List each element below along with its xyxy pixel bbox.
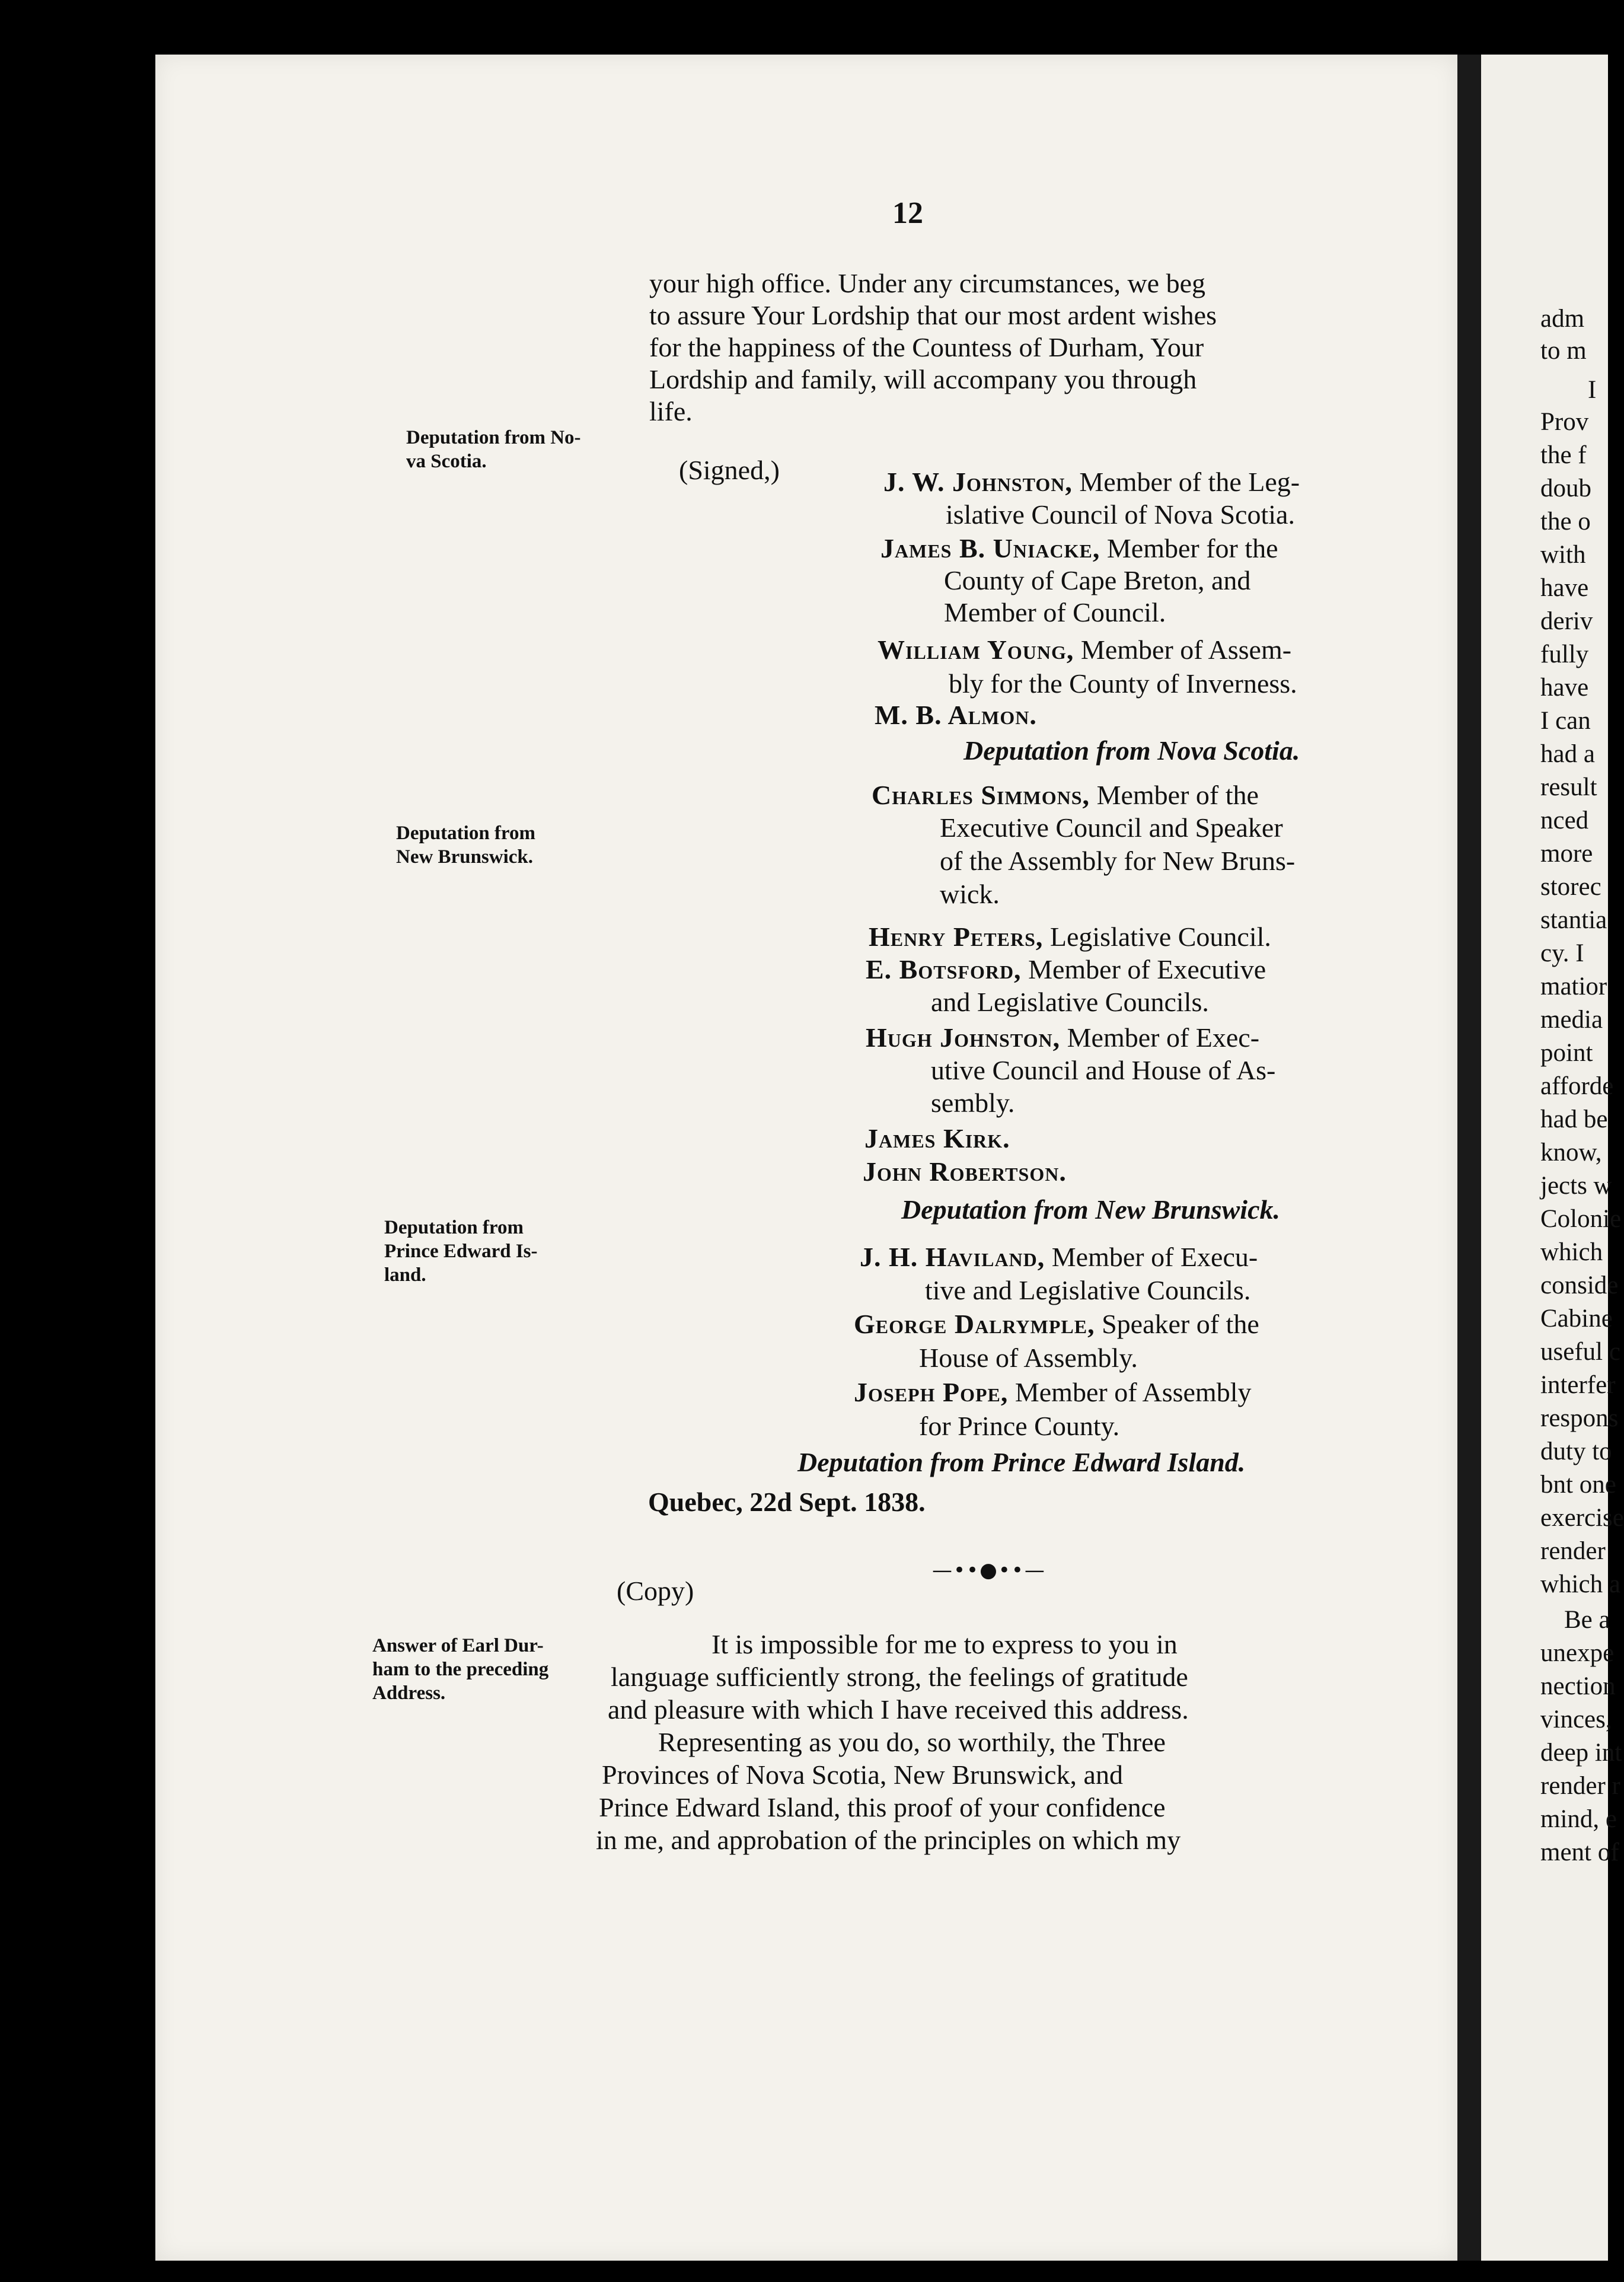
signatory-line: Charles Simmons, Member of the [872, 780, 1259, 810]
facing-line: bnt one [1540, 1471, 1616, 1499]
signatory-line: Joseph Pope, Member of Assembly [854, 1377, 1252, 1407]
facing-line: vinces, [1540, 1706, 1612, 1733]
signatory-line: Executive Council and Speaker [940, 812, 1283, 843]
facing-page [1481, 55, 1624, 2261]
body-line: It is impossible for me to express to you in [712, 1629, 1178, 1659]
facing-line: which [1540, 1238, 1603, 1266]
facing-line: duty to [1540, 1438, 1612, 1465]
signatory-line: E. Botsford, Member of Executive [866, 954, 1266, 984]
facing-line: respons [1540, 1404, 1619, 1432]
facing-line: fully [1540, 640, 1589, 668]
facing-line: Colonie [1540, 1205, 1622, 1233]
facing-line: to m [1540, 337, 1587, 365]
facing-line: media [1540, 1006, 1603, 1034]
deputation-pei: Deputation from Prince Edward Island. [797, 1447, 1246, 1477]
facing-line: know, [1540, 1139, 1602, 1167]
body-line: Lordship and family, will accompany you through [649, 364, 1197, 394]
signatory-line: wick. [940, 879, 1000, 909]
facing-line: unexpe [1540, 1639, 1615, 1667]
facing-line: result [1540, 773, 1597, 801]
facing-line: Prov [1540, 408, 1589, 436]
signatory-line: William Young, Member of Assem- [878, 635, 1292, 665]
facing-line: useful c [1540, 1338, 1620, 1366]
facing-line: exercise [1540, 1504, 1624, 1532]
signatory-line: islative Council of Nova Scotia. [946, 499, 1295, 530]
signatory-line: for Prince County. [919, 1411, 1120, 1441]
facing-line: which a [1540, 1570, 1620, 1598]
signatory-line: J. H. Haviland, Member of Execu- [860, 1242, 1258, 1272]
facing-line: deriv [1540, 607, 1593, 635]
margin-note-new-brunswick: Deputation from New Brunswick. [396, 823, 535, 868]
facing-line: doub [1540, 474, 1591, 502]
facing-line: had a [1540, 740, 1595, 768]
body-line: Prince Edward Island, this proof of your confidence [599, 1792, 1166, 1822]
facing-line: nection [1540, 1672, 1616, 1700]
facing-line: had be [1540, 1105, 1608, 1133]
signatory-line: James Kirk. [864, 1123, 1010, 1153]
deputation-new-brunswick: Deputation from New Brunswick. [901, 1194, 1280, 1225]
margin-note-pei: Deputation from Prince Edward Is- land. [384, 1217, 538, 1286]
signatory-line: George Dalrymple, Speaker of the [854, 1309, 1259, 1339]
body-line: to assure Your Lordship that our most ardent wishes [649, 300, 1217, 330]
date-line: Quebec, 22d Sept. 1838. [648, 1487, 926, 1517]
facing-line: afforde [1540, 1072, 1614, 1100]
body-line: for the happiness of the Countess of Durham, Your [649, 332, 1204, 362]
signatory-line: sembly. [931, 1088, 1015, 1118]
facing-line: nced [1540, 807, 1589, 834]
facing-line: the o [1540, 508, 1591, 536]
facing-line: conside [1540, 1271, 1619, 1299]
signatory-line: of the Assembly for New Bruns- [940, 846, 1296, 876]
signatory-line: House of Assembly. [919, 1343, 1138, 1373]
signed-label: (Signed,) [679, 455, 780, 485]
body-line: and pleasure with which I have received this address. [608, 1694, 1189, 1725]
signatory-line: M. B. Almon. [875, 700, 1037, 730]
body-line: in me, and approbation of the principles on which my [596, 1825, 1181, 1855]
facing-line: Cabine [1540, 1305, 1613, 1333]
facing-line: render r [1540, 1772, 1620, 1800]
facing-line: mind, e [1540, 1805, 1617, 1833]
body-line: your high office. Under any circumstances, we beg [649, 268, 1205, 298]
signatory-line: Hugh Johnston, Member of Exec- [866, 1022, 1260, 1053]
signatory-line: bly for the County of Inverness. [949, 668, 1297, 699]
signatory-line: John Robertson. [863, 1156, 1067, 1187]
book-gutter [1457, 55, 1481, 2261]
margin-note-answer: Answer of Earl Dur- ham to the preceding Address. [372, 1635, 549, 1704]
facing-line: more [1540, 840, 1593, 868]
signatory-line: James B. Uniacke, Member for the [880, 533, 1278, 563]
margin-note-nova-scotia: Deputation from No- va Scotia. [406, 427, 581, 472]
signatory-line: County of Cape Breton, and [944, 565, 1251, 595]
facing-line: interfer [1540, 1371, 1616, 1399]
signatory-line: tive and Legislative Councils. [925, 1275, 1251, 1305]
facing-line: stantia [1540, 906, 1607, 934]
facing-line: point [1540, 1039, 1593, 1067]
signatory-line: Henry Peters, Legislative Council. [869, 922, 1271, 952]
facing-line: ment of [1540, 1838, 1619, 1866]
facing-line: deep int [1540, 1739, 1622, 1767]
facing-line: have [1540, 574, 1589, 602]
deputation-nova-scotia: Deputation from Nova Scotia. [963, 735, 1300, 766]
body-line: life. [649, 396, 693, 426]
signatory-line: J. W. Johnston, Member of the Leg- [883, 467, 1300, 497]
body-line: language sufficiently strong, the feelings of gratitude [611, 1662, 1188, 1692]
signatory-line: utive Council and House of As- [931, 1055, 1276, 1085]
facing-line: have [1540, 674, 1589, 702]
signatory-line: and Legislative Councils. [931, 987, 1209, 1017]
ornament-divider: —••●••— [932, 1558, 1046, 1582]
signatory-line: Member of Council. [944, 597, 1166, 627]
facing-line: with [1540, 541, 1586, 569]
facing-line: matior [1540, 973, 1607, 1000]
body-line: Provinces of Nova Scotia, New Brunswick, and [602, 1760, 1123, 1790]
facing-line: jects w [1540, 1172, 1612, 1200]
copy-label: (Copy) [617, 1576, 694, 1606]
facing-line: I can [1540, 707, 1591, 735]
page-number: 12 [892, 196, 923, 230]
facing-line: adm [1540, 305, 1585, 333]
facing-line: Be a [1564, 1606, 1610, 1634]
facing-line: storec [1540, 873, 1601, 901]
facing-line: cy. I [1540, 939, 1584, 967]
facing-line: render [1540, 1537, 1606, 1565]
body-line: Representing as you do, so worthily, the Three [658, 1727, 1166, 1757]
facing-line: I [1588, 376, 1597, 404]
facing-line: the f [1540, 441, 1587, 469]
